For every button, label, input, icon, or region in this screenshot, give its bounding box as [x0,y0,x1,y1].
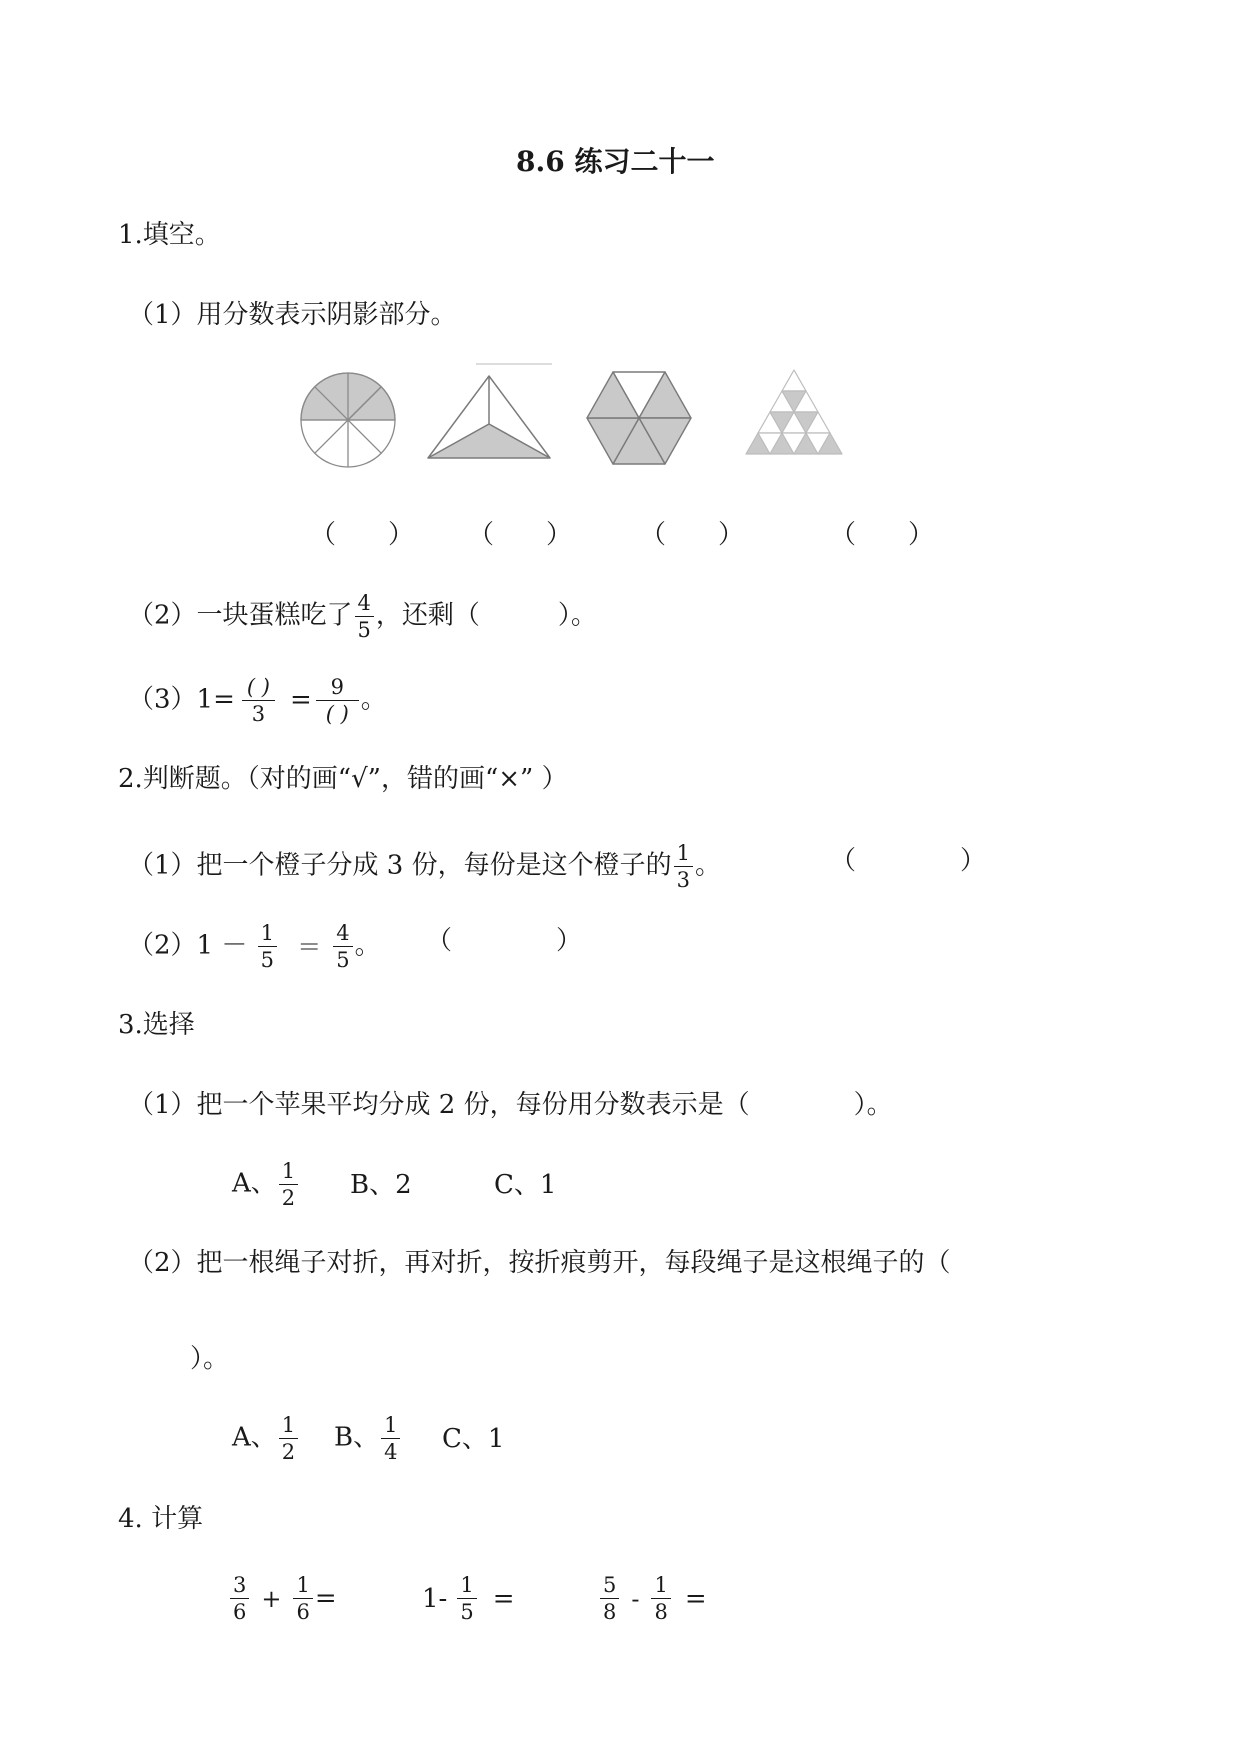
q2-2-suffix: 。 [354,930,381,961]
hexagon-sixths-figure [584,368,694,468]
frac-den: 5 [333,946,352,971]
q2-2-line [128,922,381,971]
q2-1-fraction [674,842,693,891]
frac-den: 3 [674,866,693,891]
q2-1-answer-blank[interactable]: （ ） [830,846,987,876]
q2-2-prefix: （2）1 － [128,930,248,961]
q2-2-equals: ＝ [297,932,322,961]
frac-den: 8 [600,1598,619,1623]
frac-num: 1 [676,841,690,865]
frac-den: 5 [355,616,374,641]
figure-4-answer-blank[interactable]: （ ） [830,520,935,550]
option-a-fraction [279,1160,298,1209]
calc-3-operator: - [631,1584,640,1613]
calc-2-whole: 1- [422,1583,448,1614]
calc-2-equals: = [492,1583,515,1614]
section-1-heading: 1.填空。 [118,220,221,250]
calc-expression-2[interactable] [422,1574,515,1623]
q1-1-text: （1）用分数表示阴影部分。 [128,300,457,330]
frac-num: 1 [654,1573,668,1597]
frac-num: 1 [281,1413,296,1437]
frac-den: 5 [457,1598,476,1623]
frac-den: 8 [651,1598,670,1623]
q3-2-option-c[interactable]: C、1 [442,1424,505,1454]
calc-1-equals: = [314,1583,337,1614]
calc-3-fraction-b [651,1574,670,1623]
q1-3-fraction-2[interactable] [316,676,359,725]
frac-num: 5 [603,1573,617,1597]
frac-num: 9 [330,675,344,699]
frac-num: 4 [336,921,350,945]
q1-3-prefix: （3）1= [128,684,235,715]
calc-expression-3[interactable] [598,1574,707,1623]
frac-num: 1 [296,1573,310,1597]
q2-1-line [128,842,721,891]
section-3-heading: 3.选择 [118,1010,195,1040]
calc-3-equals: = [684,1583,707,1614]
frac-num: 1 [460,1573,474,1597]
q3-2-option-b[interactable] [334,1414,402,1463]
q3-2-line-2: ）。 [190,1344,230,1374]
option-b-fraction [381,1414,400,1463]
q2-2-fraction-b [333,922,352,971]
figure-2-answer-blank[interactable]: （ ） [468,520,573,550]
figure-3-answer-blank[interactable]: （ ） [640,520,745,550]
q1-3-equals: = [289,684,312,715]
calc-2-fraction [457,1574,476,1623]
q1-3-fraction-1[interactable] [237,676,280,725]
q1-2-fraction [355,592,374,641]
frac-den: 2 [279,1184,298,1209]
q1-2-line [128,592,597,641]
circle-eighths-figure [296,368,400,472]
figure-1-answer-blank[interactable]: （ ） [310,520,415,550]
q3-2-option-a[interactable] [232,1414,300,1463]
frac-num: 4 [357,591,371,615]
calc-3-fraction-a [600,1574,619,1623]
section-4-heading: 4. 计算 [118,1504,204,1534]
q1-3-line [128,676,387,725]
frac-num-blank[interactable]: ( ) [246,675,270,699]
calc-expression-1[interactable] [228,1574,337,1623]
frac-den-blank[interactable]: ( ) [316,700,359,725]
triangle-grid-figure [744,366,844,456]
q3-2-line-1[interactable]: （2）把一根绳子对折，再对折，按折痕剪开，每段绳子是这根绳子的（ [128,1248,951,1278]
calc-1-fraction-b [293,1574,312,1623]
option-a-label: A、 [232,1168,277,1199]
frac-den: 6 [293,1598,312,1623]
frac-num: 1 [384,1413,398,1437]
frac-num: 1 [260,921,274,945]
frac-num: 1 [281,1159,296,1183]
frac-den: 6 [230,1598,249,1623]
frac-den: 5 [258,946,277,971]
section-2-heading: 2.判断题。（对的画“√”，错的画“×” ） [118,764,568,794]
q2-1-suffix: 。 [695,850,722,881]
frac-den: 4 [381,1438,400,1463]
q3-1-text[interactable]: （1）把一个苹果平均分成 2 份，每份用分数表示是（ ）。 [128,1090,893,1120]
q1-2-prefix: （2）一块蛋糕吃了 [128,600,353,631]
q1-3-suffix: 。 [360,684,387,715]
page-title: 8.6 练习二十一 [516,145,715,178]
q1-2-suffix[interactable]: ，还剩（ ）。 [375,600,597,631]
calc-1-operator: + [261,1584,282,1613]
frac-num: 3 [233,1573,247,1597]
option-a-label: A、 [232,1422,277,1453]
option-b-label: B、 [334,1422,380,1453]
q2-2-answer-blank[interactable]: （ ） [426,926,583,956]
frac-den: 3 [242,700,275,725]
q3-1-option-c[interactable]: C、1 [494,1170,557,1200]
calc-1-fraction-a [230,1574,249,1623]
q2-1-prefix: （1）把一个橙子分成 3 份，每份是这个橙子的 [128,850,672,881]
q3-1-option-b[interactable]: B、2 [350,1170,412,1200]
q2-2-fraction-a [258,922,277,971]
option-a-fraction [279,1414,298,1463]
q3-1-option-a[interactable] [232,1160,300,1209]
triangle-thirds-figure [424,362,554,466]
frac-den: 2 [279,1438,298,1463]
